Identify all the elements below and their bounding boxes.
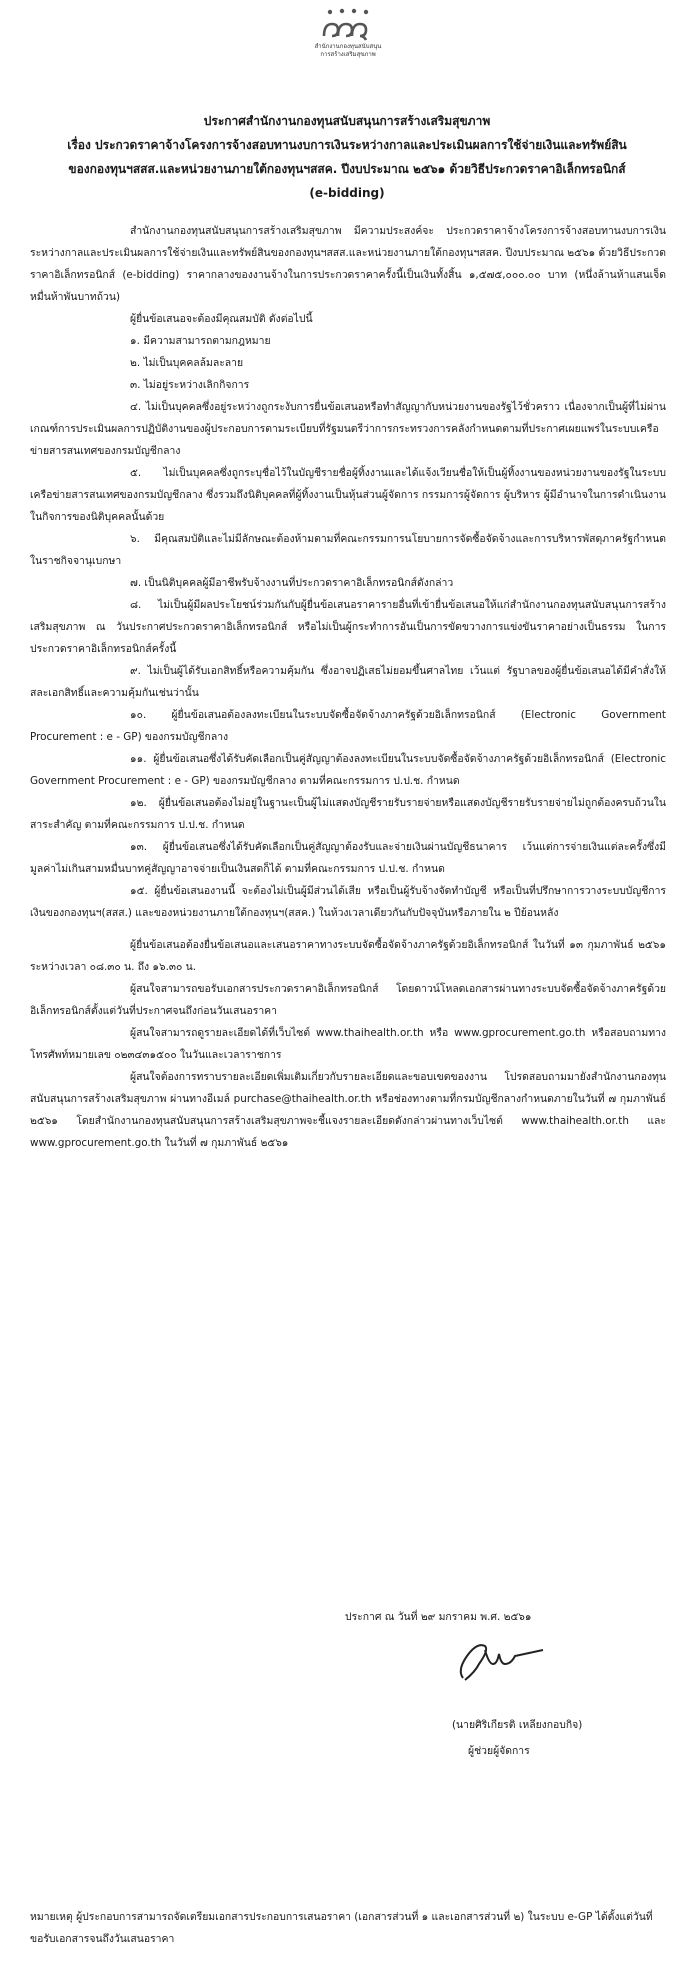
title-line-4: (e-bidding) [309, 186, 385, 200]
qualification-2: ๒. ไม่เป็นบุคคลล้มละลาย [130, 357, 244, 369]
footnote: หมายเหตุ ผู้ประกอบการสามารถจัดเตรียมเอกสารประกอบการเสนอราคา (เอกสารส่วนที่ ๑ และเอกสารส่วนที่ ๒) ในระบบ e-GP ได้ตั้งแต่วันที่ขอรับเอกสารจนถึงวันเสนอราคา [30, 1911, 653, 1945]
signatory-name: (นายศิริเกียรติ เหลียงกอบกิจ) [452, 1719, 583, 1731]
intro-paragraph: สำนักงานกองทุนสนับสนุนการสร้างเสริมสุขภาพ มีความประสงค์จะ ประกวดราคาจ้างโครงการจ้างสอบทานงบการเงินระหว่างกาลและประเมินผลการใช้จ่ายเงินและทรัพย์สินของกองทุนฯสสส.และหน่วยงานภายใต้กองทุนฯสสค. ปีงบประมาณ ๒๕๖๑ ด้วยวิธีประกวดราคาอิเล็กทรอนิกส์ (e-bidding) ราคากลางของงานจ้างในการประกวดราคาครั้งนี้เป็นเงินทั้งสิ้น ๑,๕๗๕,๐๐๐.๐๐ บาท (หนึ่งล้านห้าแสนเจ็ดหมื่นห้าพันบาทถ้วน) [30, 225, 666, 303]
qualification-12: ๑๒. ผู้ยื่นข้อเสนอต้องไม่อยู่ในฐานะเป็นผู้ไม่แสดงบัญชีรายรับรายจ่ายหรือแสดงบัญชีรายรับรายจ่ายไม่ถูกต้องครบถ้วนในสาระสำคัญ ตามที่คณะกรรมการ ป.ป.ช. กำหนด [30, 797, 666, 831]
logo-caption-1: สำนักงานกองทุนสนับสนุน [314, 43, 382, 50]
qualification-9: ๙. ไม่เป็นผู้ได้รับเอกสิทธิ์หรือความคุ้มกัน ซึ่งอาจปฏิเสธไม่ยอมขึ้นศาลไทย เว้นแต่ รัฐบาลของผู้ยื่นข้อเสนอได้มีคำสั่งให้สละเอกสิทธิ์และความคุ้มกันเช่นว่านั้น [30, 665, 666, 699]
title-line-3: ของกองทุนฯสสส.และหน่วยงานภายใต้กองทุนฯสสค. ปีงบประมาณ ๒๕๖๑ ด้วยวิธีประกวดราคาอิเล็กทรอนิกส์ [68, 162, 626, 176]
thaihealth-logo [302, 8, 394, 72]
qualification-15: ๑๕. ผู้ยื่นข้อเสนองานนี้ จะต้องไม่เป็นผู้มีส่วนได้เสีย หรือเป็นผู้รับจ้างจัดทำบัญชี หรือเป็นที่ปรึกษาการวางระบบบัญชีการเงินของกองทุนฯ(สสส.) และของหน่วยงานภายใต้กองทุนฯ(สสค.) ในห้วงเวลาเดียวกันกับปัจจุบันหรือภายใน ๒ ปีย้อนหลัง [30, 885, 666, 919]
announcement-date: ประกาศ ณ วันที่ ๒๙ มกราคม พ.ศ. ๒๕๖๑ [345, 1611, 532, 1623]
title-line-2: เรื่อง ประกวดราคาจ้างโครงการจ้างสอบทานงบการเงินระหว่างกาลและประเมินผลการใช้จ่ายเงินและทรัพย์สิน [67, 138, 627, 152]
qualification-10: ๑๐. ผู้ยื่นข้อเสนอต้องลงทะเบียนในระบบจัดซื้อจัดจ้างภาครัฐด้วยอิเล็กทรอนิกส์ (Electronic Government Procurement : e - GP) ของกรมบัญชีกลาง [30, 709, 666, 743]
submission-paragraph: ผู้ยื่นข้อเสนอต้องยื่นข้อเสนอและเสนอราคาทางระบบจัดซื้อจัดจ้างภาครัฐด้วยอิเล็กทรอนิกส์ ในวันที่ ๑๓ กุมภาพันธ์ ๒๕๖๑ ระหว่างเวลา ๐๘.๓๐ น. ถึง ๑๖.๓๐ น. [30, 939, 666, 973]
signatory-position: ผู้ช่วยผู้จัดการ [468, 1745, 530, 1757]
qualification-3: ๓. ไม่อยู่ระหว่างเลิกกิจการ [130, 379, 250, 391]
thaihealth-logo-icon [318, 8, 378, 42]
title-line-1: ประกาศสำนักงานกองทุนสนับสนุนการสร้างเสริมสุขภาพ [203, 114, 491, 128]
documents-paragraph: ผู้สนใจสามารถขอรับเอกสารประกวดราคาอิเล็กทรอนิกส์ โดยดาวน์โหลดเอกสารผ่านทางระบบจัดซื้อจัดจ้างภาครัฐด้วยอิเล็กทรอนิกส์ตั้งแต่วันที่ประกาศจนถึงก่อนวันเสนอราคา [30, 983, 666, 1017]
signature-image [445, 1630, 565, 1690]
qualification-6: ๖. มีคุณสมบัติและไม่มีลักษณะต้องห้ามตามที่คณะกรรมการนโยบายการจัดซื้อจัดจ้างและการบริหารพัสดุภาครัฐกำหนดในราชกิจจานุเบกษา [30, 533, 666, 567]
qualification-13: ๑๓. ผู้ยื่นข้อเสนอซึ่งได้รับคัดเลือกเป็นคู่สัญญาต้องรับและจ่ายเงินผ่านบัญชีธนาคาร เว้นแต่การจ่ายเงินแต่ละครั้งซึ่งมีมูลค่าไม่เกินสามหมื่นบาทคู่สัญญาอาจจ่ายเป็นเงินสดก็ได้ ตามที่คณะกรรมการ ป.ป.ช. กำหนด [30, 841, 666, 875]
logo-caption-2: การสร้างเสริมสุขภาพ [320, 51, 376, 58]
qualification-11: ๑๑. ผู้ยื่นข้อเสนอซึ่งได้รับคัดเลือกเป็นคู่สัญญาต้องลงทะเบียนในระบบจัดซื้อจัดจ้างภาครัฐด้วยอิเล็กทรอนิกส์ (Electronic Government Procurement : e - GP) ของกรมบัญชีกลาง ตามที่คณะกรรมการ ป.ป.ช. กำหนด [30, 753, 666, 787]
qualification-1: ๑. มีความสามารถตามกฎหมาย [130, 335, 271, 347]
qualification-7: ๗. เป็นนิติบุคคลผู้มีอาชีพรับจ้างงานที่ประกวดราคาอิเล็กทรอนิกส์ดังกล่าว [130, 577, 454, 589]
qualification-5: ๕. ไม่เป็นบุคคลซึ่งถูกระบุชื่อไว้ในบัญชีรายชื่อผู้ทิ้งงานและได้แจ้งเวียนชื่อให้เป็นผู้ทิ้งงานของหน่วยงานของรัฐในระบบเครือข่ายสารสนเทศของกรมบัญชีกลาง ซึ่งรวมถึงนิติบุคคลที่ผู้ทิ้งงานเป็นหุ้นส่วนผู้จัดการ กรรมการผู้จัดการ ผู้บริหาร ผู้มีอำนาจในการดำเนินงานในกิจการของนิติบุคคลนั้นด้วย [30, 467, 666, 523]
contact-paragraph: ผู้สนใจต้องการทราบรายละเอียดเพิ่มเติมเกี่ยวกับรายละเอียดและขอบเขตของงาน โปรดสอบถามมายังสำนักงานกองทุนสนับสนุนการสร้างเสริมสุขภาพ ผ่านทางอีเมล์ purchase@thaihealth.or.th หรือช่องทางตามที่กรมบัญชีกลางกำหนดภายในวันที่ ๗ กุมภาพันธ์ ๒๕๖๑ โดยสำนักงานกองทุนสนับสนุนการสร้างเสริมสุขภาพจะชี้แจงรายละเอียดดังกล่าวผ่านทางเว็บไซต์ www.thaihealth.or.th และ www.gprocurement.go.th ในวันที่ ๗ กุมภาพันธ์ ๒๕๖๑ [30, 1071, 666, 1149]
announcement-body [30, 220, 666, 1154]
qualification-heading: ผู้ยื่นข้อเสนอจะต้องมีคุณสมบัติ ดังต่อไปนี้ [130, 313, 313, 325]
qualification-4: ๔. ไม่เป็นบุคคลซึ่งอยู่ระหว่างถูกระงับการยื่นข้อเสนอหรือทำสัญญากับหน่วยงานของรัฐไว้ชั่วคราว เนื่องจากเป็นผู้ที่ไม่ผ่านเกณฑ์การประเมินผลการปฏิบัติงานของผู้ประกอบการตามระเบียบที่รัฐมนตรีว่าการกระทรวงการคลังกำหนดตามที่ประกาศเผยแพร่ในระบบเครือข่ายสารสนเทศของกรมบัญชีกลาง [30, 401, 666, 457]
info-paragraph: ผู้สนใจสามารถดูรายละเอียดได้ที่เว็บไซต์ www.thaihealth.or.th หรือ www.gprocurement.go.th หรือสอบถามทางโทรศัพท์หมายเลข ๐๒๓๔๓๑๕๐๐ ในวันและเวลาราชการ [30, 1027, 666, 1061]
qualification-8: ๘. ไม่เป็นผู้มีผลประโยชน์ร่วมกันกับผู้ยื่นข้อเสนอราคารายอื่นที่เข้ายื่นข้อเสนอให้แก่สำนักงานกองทุนสนับสนุนการสร้างเสริมสุขภาพ ณ วันประกาศประกวดราคาอิเล็กทรอนิกส์ หรือไม่เป็นผู้กระทำการอันเป็นการขัดขวางการแข่งขันราคาอย่างเป็นธรรม ในการประกวดราคาอิเล็กทรอนิกส์ครั้งนี้ [30, 599, 666, 655]
